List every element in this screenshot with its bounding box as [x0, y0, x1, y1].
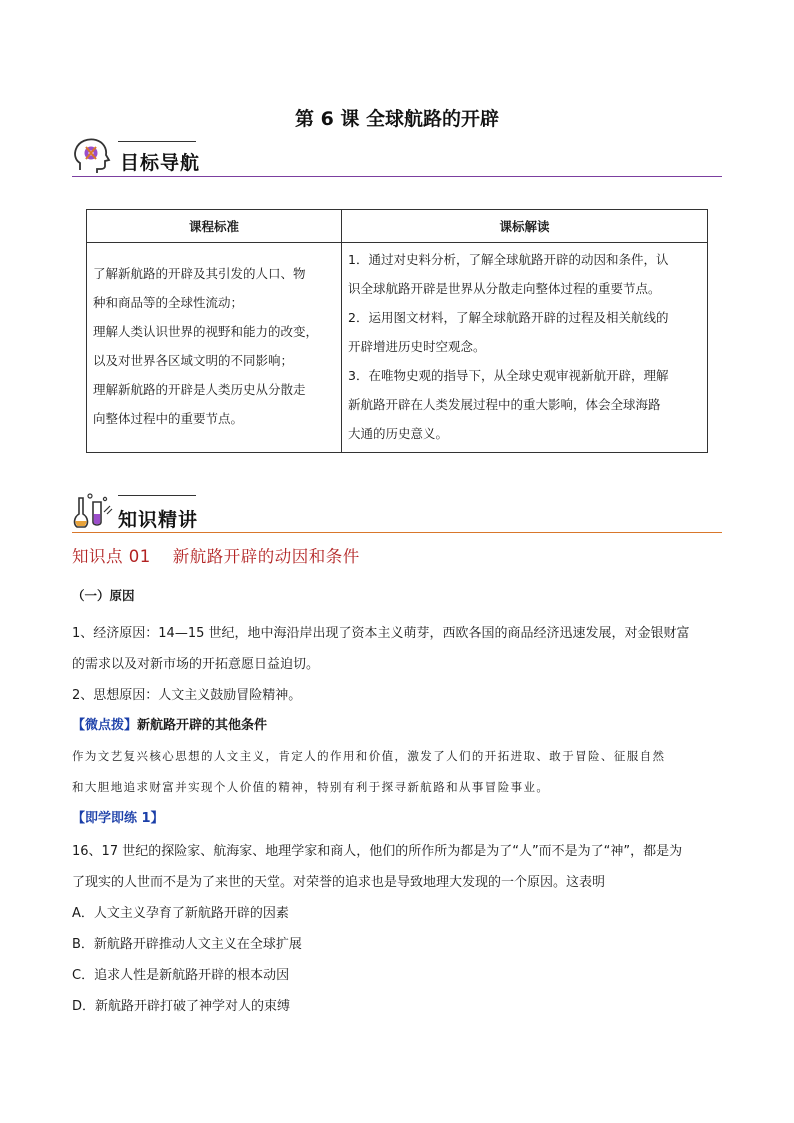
- table-header-standard: 课程标准: [87, 210, 342, 243]
- knowledge-top-rule: [118, 495, 196, 496]
- tip-bracket-label: 【微点拨】: [72, 718, 138, 733]
- tip-title: 新航路开辟的其他条件: [137, 718, 268, 733]
- standard-cell: [87, 243, 342, 453]
- standard-line: 了解新航路的开辟及其引发的人口、物: [93, 266, 306, 281]
- standard-line: 向整体过程中的重要节点。: [93, 411, 244, 426]
- interpretation-line: 1．通过对史料分析，了解全球航路开辟的动因和条件，认: [348, 252, 669, 267]
- interpretation-line: 识全球航路开辟是世界从分散走向整体过程的重要节点。: [348, 281, 661, 296]
- interpretation-line: 新航路开辟在人类发展过程中的重大影响，体会全球海路: [348, 397, 661, 412]
- lab-flask-icon: [70, 492, 114, 532]
- standard-line: 理解新航路的开辟是人类历史从分散走: [93, 382, 306, 397]
- standard-line: 理解人类认识世界的视野和能力的改变，: [93, 324, 319, 339]
- table-header-interpretation: 课标解读: [342, 210, 708, 243]
- question-line: 了现实的人世而不是为了来世的天堂。对荣誉的追求也是导致地理大发现的一个原因。这表明: [72, 875, 606, 890]
- section-title-goal: 目标导航: [120, 152, 201, 174]
- interpretation-line: 开辟增进历史时空观念。: [348, 339, 486, 354]
- tip-heading: [72, 710, 726, 741]
- option-b[interactable]: B．新航路开辟推动人文主义在全球扩展: [72, 937, 302, 952]
- interpretation-cell: [342, 243, 708, 453]
- option-a[interactable]: A．人文主义孕育了新航路开辟的因素: [72, 906, 289, 921]
- goal-top-rule: [118, 141, 196, 142]
- option-c[interactable]: C．追求人性是新航路开辟的根本动因: [72, 968, 290, 983]
- subheading-causes: （一）原因: [72, 588, 135, 603]
- practice-label: 【即学即练 1】: [72, 811, 164, 826]
- tip-line: 和大胆地追求财富并实现个人价值的精神，特别有利于探寻新航路和从事冒险事业。: [72, 780, 550, 794]
- curriculum-table: [86, 209, 708, 453]
- practice-question: [72, 836, 726, 898]
- interpretation-line: 2．运用图文材料，了解全球航路开辟的过程及相关航线的: [348, 310, 669, 325]
- knowledge-point-title: 新航路开辟的动因和条件: [172, 547, 360, 566]
- section-title-knowledge: 知识精讲: [118, 509, 199, 531]
- paragraph-line: 1、经济原因：14—15 世纪，地中海沿岸出现了资本主义萌芽，西欧各国的商品经济迅速发展，对金银财富: [72, 626, 690, 641]
- interpretation-line: 3．在唯物史观的指导下，从全球史观审视新航开辟，理解: [348, 368, 669, 383]
- page-title: 第 6 课 全球航路的开辟: [294, 108, 500, 130]
- question-line: 16、17 世纪的探险家、航海家、地理学家和商人，他们的所作所为都是为了“人”而不是为了“神”，都是为: [72, 844, 683, 859]
- practice-options: [72, 898, 726, 1022]
- brain-gear-icon: [72, 136, 116, 176]
- tip-line: 作为文艺复兴核心思想的人文主义，肯定人的作用和价值，激发了人们的开拓进取、敢于冒险、征服自然: [72, 749, 666, 763]
- knowledge-point-heading: [72, 543, 360, 567]
- knowledge-point-label: 知识点 01: [72, 547, 151, 566]
- knowledge-underline: [72, 532, 722, 533]
- paragraph-line: 的需求以及对新市场的开拓意愿日益迫切。: [72, 657, 320, 672]
- goal-underline: [72, 176, 722, 177]
- option-d[interactable]: D．新航路开辟打破了神学对人的束缚: [72, 999, 291, 1014]
- standard-line: 种和商品等的全球性流动；: [93, 295, 244, 310]
- tip-body: [72, 741, 726, 803]
- standard-line: 以及对世界各区域文明的不同影响；: [93, 353, 294, 368]
- paragraph-ideological: 2、思想原因：人文主义鼓励冒险精神。: [72, 688, 302, 703]
- paragraph-economic: [72, 618, 726, 680]
- interpretation-line: 大通的历史意义。: [348, 426, 449, 441]
